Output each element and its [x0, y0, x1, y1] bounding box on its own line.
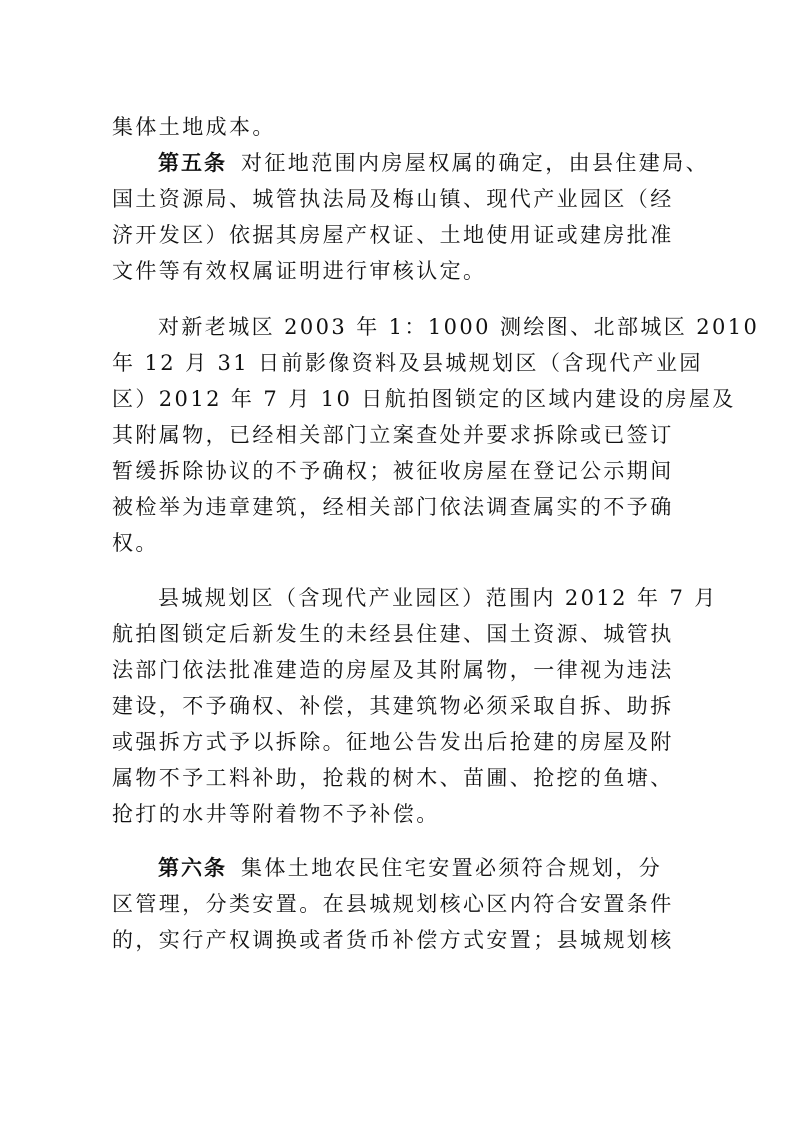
article-6-first-line [158, 848, 692, 888]
article-5-first-line [158, 143, 709, 183]
text-line: 其附属物，已经相关部门立案查处并要求拆除或已签订 [112, 423, 674, 447]
text-line: 对新老城区 2003 年 1：1000 测绘图、北部城区 2010 [158, 315, 760, 339]
text-line: 法部门依法批准建造的房屋及其附属物，一律视为违法 [112, 658, 674, 682]
text-line: 区）2012 年 7 月 10 日航拍图锁定的区域内建设的房屋及 [112, 387, 736, 411]
text-line: 国土资源局、城管执法局及梅山镇、现代产业园区（经 [112, 187, 674, 211]
text-line: 文件等有效权属证明进行审核认定。 [112, 259, 487, 283]
text-line: 县城规划区（含现代产业园区）范围内 2012 年 7 月 [158, 586, 718, 610]
text-line: 航拍图锁定后新发生的未经县住建、国土资源、城管执 [112, 622, 674, 646]
text-line: 抢打的水井等附着物不予补偿。 [112, 802, 440, 826]
text-line: 被检举为违章建筑，经相关部门依法调查属实的不予确 [112, 495, 674, 519]
text-line: 建设，不予确权、补偿，其建筑物必须采取自拆、助拆 [112, 694, 674, 718]
text-line: 暂缓拆除协议的不予确权；被征收房屋在登记公示期间 [112, 459, 674, 483]
text-line: 权。 [112, 531, 159, 555]
text-line: 区管理，分类安置。在县城规划核心区内符合安置条件 [112, 892, 674, 916]
text-line: 属物不予工料补助，抢栽的树木、苗圃、抢挖的鱼塘、 [112, 766, 674, 790]
article-5-heading: 第五条 [158, 151, 227, 175]
article-6-heading: 第六条 [158, 856, 227, 880]
text-line: 年 12 月 31 日前影像资料及县城规划区（含现代产业园 [112, 351, 703, 375]
text-line: 对征地范围内房屋权属的确定，由县住建局、 [241, 151, 709, 175]
text-line: 的，实行产权调换或者货币补偿方式安置；县城规划核 [112, 928, 674, 952]
text-line: 或强拆方式予以拆除。征地公告发出后抢建的房屋及附 [112, 730, 674, 754]
text-line: 集体土地成本。 [112, 115, 276, 139]
text-line: 济开发区）依据其房屋产权证、土地使用证或建房批准 [112, 223, 674, 247]
text-line: 集体土地农民住宅安置必须符合规划，分 [241, 856, 663, 880]
